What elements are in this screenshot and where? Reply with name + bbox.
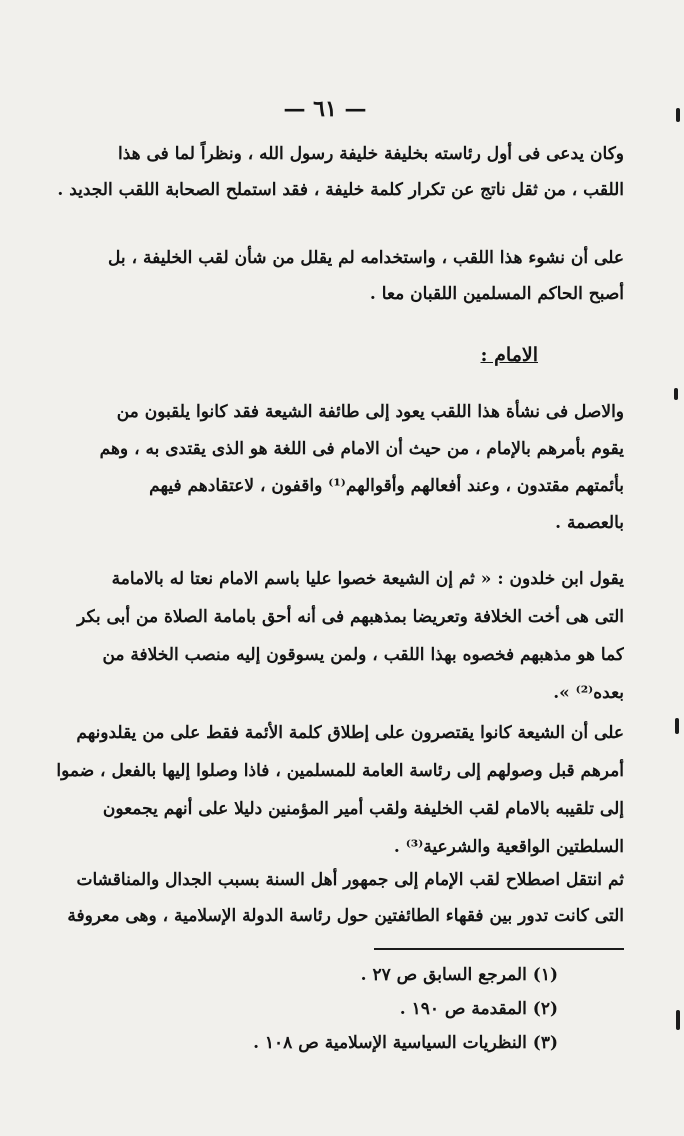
text-line: إلى تلقيبه بالامام لقب الخليفة ولقب أمير المؤمنين دليلا على أنهم يجمعون [102,799,624,819]
text-line: كما هو مذهبهم فخصوه بهذا اللقب ، ولمن يسوقون إليه منصب الخلافة من [102,645,624,665]
text-line: التى هى أخت الخلافة وتعريضا بمذهبهم فى أنه أحق بامامة الصلاة من أبى بكر [77,607,624,627]
text-line: يقوم بأمرهم بالإمام ، من حيث أن الامام فى اللغة هو الذى يقتدى به ، وهم [99,439,624,459]
paragraph-sunni-adoption [44,862,624,934]
paragraph-shia-imams [44,714,624,866]
scan-margin-mark [676,108,680,122]
text-line: بأئمتهم مقتدون ، وعند أفعالهم وأقوالهم⁽¹⁾ واقفون ، لاعتقادهم فيهم [149,476,624,496]
text-line: بالعصمة . [555,513,624,533]
text-line: ثم انتقل اصطلاح لقب الإمام إلى جمهور أهل السنة بسبب الجدال والمناقشات [76,870,624,890]
text-line: السلطتين الواقعية والشرعية⁽³⁾ . [393,837,624,857]
paragraph-khalifa-title [44,136,624,208]
footnote-item: (١) المرجع السابق ص ٢٧ . [360,965,558,985]
text-line: على أن نشوء هذا اللقب ، واستخدامه لم يقلل من شأن لقب الخليفة ، بل [108,248,624,268]
scan-margin-mark [676,1010,680,1030]
footnotes-list [253,958,558,1060]
paragraph-two-titles [44,240,624,312]
paragraph-imam-origin [44,394,624,542]
text-line: بعده⁽²⁾ ». [553,683,624,703]
text-line: على أن الشيعة كانوا يقتصرون على إطلاق كلمة الأئمة فقط على من يقلدونهم [76,723,624,743]
footnote-item: (٢) المقدمة ص ١٩٠ . [399,999,558,1019]
text-line: أصبح الحاكم المسلمين اللقبان معا . [369,284,624,304]
footnote-divider [374,948,624,950]
scan-margin-mark [674,388,678,400]
paragraph-ibn-khaldun-quote [44,560,624,712]
text-line: والاصل فى نشأة هذا اللقب يعود إلى طائفة الشيعة فقد كانوا يلقبون من [116,402,624,422]
footnote-item: (٣) النظريات السياسية الإسلامية ص ١٠٨ . [253,1033,558,1053]
scan-margin-mark [675,718,679,734]
page-number: — ٦١ — [283,96,367,122]
text-line: التى كانت تدور بين فقهاء الطائفتين حول رئاسة الدولة الإسلامية ، وهى معروفة [67,906,624,926]
text-line: اللقب ، من ثقل ناتج عن تكرار كلمة خليفة ، فقد استملح الصحابة اللقب الجديد . [57,180,624,200]
text-line: وكان يدعى فى أول رئاسته بخليفة خليفة رسول الله ، ونظراً لما فى هذا [117,144,624,164]
text-line: أمرهم قبل وصولهم إلى رئاسة العامة للمسلمين ، فاذا وصلوا إليها بالفعل ، ضموا [56,761,624,781]
text-line: يقول ابن خلدون : « ثم إن الشيعة خصوا عليا باسم الامام نعتا له بالامامة [111,569,624,589]
section-heading-imam: الامام : [480,344,538,366]
